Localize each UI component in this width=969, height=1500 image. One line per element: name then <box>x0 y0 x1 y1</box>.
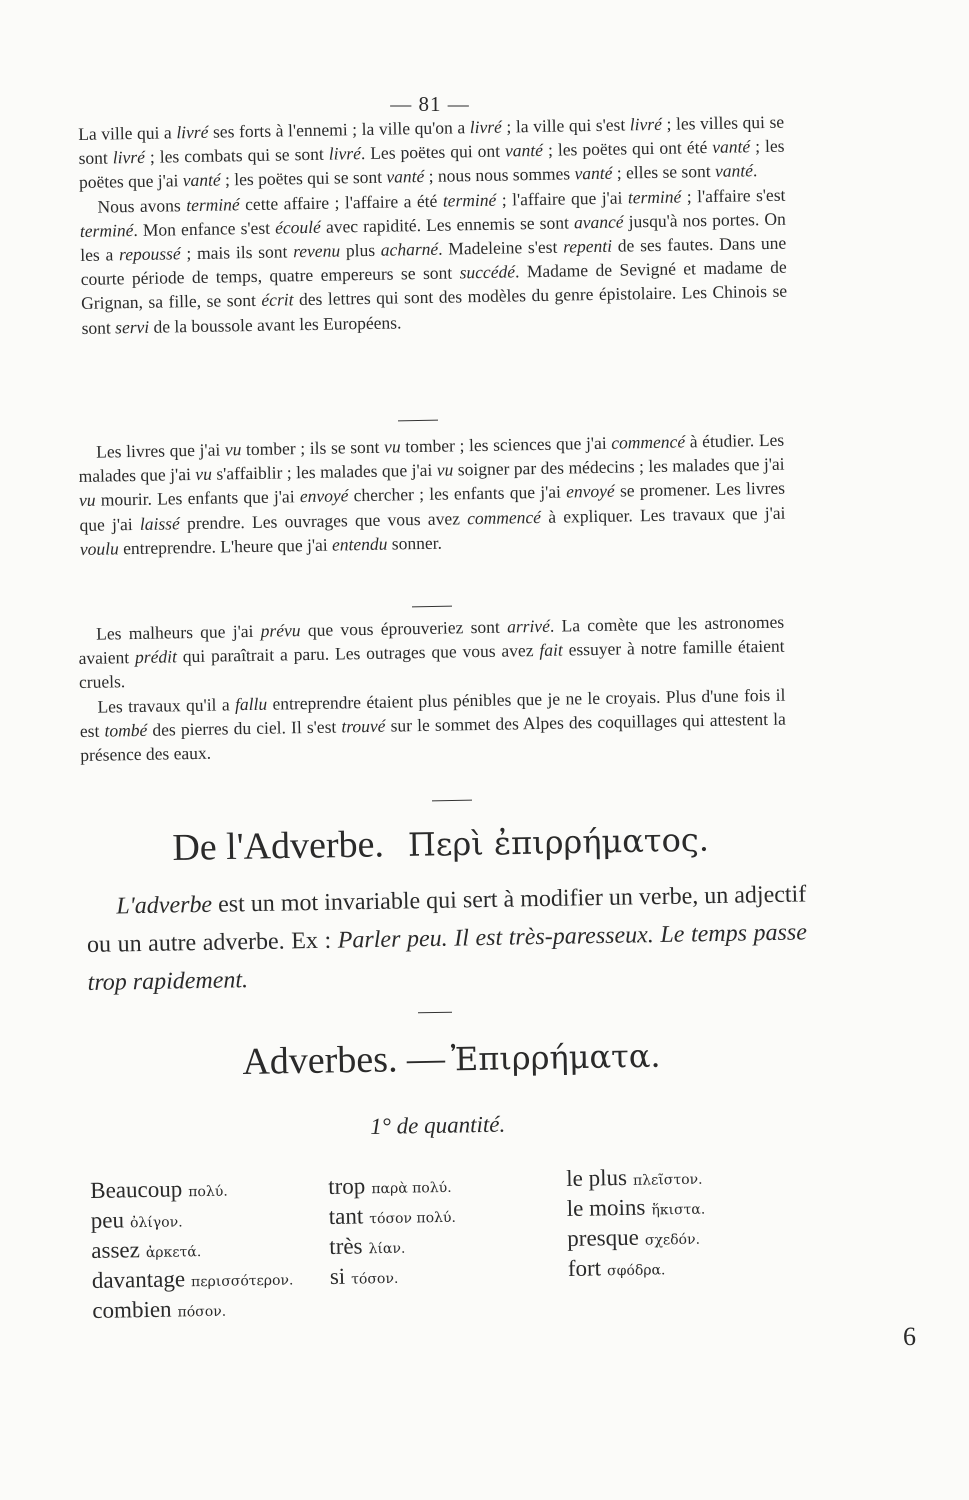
vocab-french: Beaucoup <box>90 1176 183 1203</box>
adverb-definition <box>86 875 808 1002</box>
italic-term: terminé <box>186 193 240 215</box>
vocab-greek: λίαν. <box>368 1240 406 1258</box>
vocab-column-1 <box>90 1172 294 1325</box>
italic-term: repoussé <box>118 243 181 265</box>
vocab-french: tant <box>328 1203 364 1229</box>
section-heading-adverbe <box>172 817 709 870</box>
vocab-entry <box>567 1222 706 1254</box>
vocab-greek: πόσον. <box>177 1303 227 1321</box>
italic-term: livré <box>112 147 146 168</box>
vocab-entry <box>566 1162 705 1194</box>
vocab-entry <box>568 1252 707 1284</box>
italic-term: laissé <box>139 512 180 534</box>
italic-term: vu <box>195 463 213 485</box>
vocab-french: combien <box>92 1296 172 1323</box>
vocab-greek: παρὰ πολύ. <box>371 1179 452 1198</box>
vocab-greek: τόσον πολύ. <box>369 1209 457 1228</box>
italic-term: vanté <box>574 163 613 184</box>
vocab-greek: περισσότερον. <box>190 1272 294 1291</box>
vocab-french: le plus <box>566 1164 628 1191</box>
italic-term: fallu <box>234 693 268 714</box>
vocab-greek: πλεῖστον. <box>632 1171 703 1189</box>
italic-term: vanté <box>504 140 544 161</box>
subheading-quantity <box>370 1112 505 1140</box>
definition-text: L'adverbe est un mot invariable qui sert à modifier un verbe, un adjectif ou un autre adverbe. Ex : Parler peu. Il est très-paresseux. Le temps passe trop rapidement. <box>86 881 808 996</box>
vocab-entry <box>92 1262 294 1296</box>
italic-term: vanté <box>714 160 754 182</box>
italic-term: entendu <box>331 533 388 555</box>
italic-term: terminé <box>79 219 134 241</box>
vocab-entry <box>91 1202 293 1236</box>
signature-mark: 6 <box>903 1322 916 1351</box>
italic-term: arrivé <box>506 615 551 637</box>
italic-term: vu <box>383 436 401 457</box>
italic-term: revenu <box>292 240 341 262</box>
italic-term: trouvé <box>341 715 386 737</box>
vocab-entry <box>329 1200 457 1232</box>
italic-term: prédit <box>134 646 178 668</box>
italic-term: fait <box>539 639 563 661</box>
vocab-french: le moins <box>566 1194 646 1221</box>
vocab-greek: σχεδόν. <box>644 1231 701 1249</box>
vocab-french: assez <box>91 1237 141 1263</box>
italic-term: tombé <box>104 719 148 741</box>
italic-term: vu <box>224 439 242 460</box>
paragraph: Les livres que j'ai vu tomber ; ils se sont vu tomber ; les sciences que j'ai commencé à étudier. Les malades que j'ai vu s'affaiblir ; les malades que j'ai vu soigner par des médecins ; les malades que j'ai vu mourir. Les enfants que j'ai envoyé chercher ; les enfants que j'ai envoyé se promener. Les livres que j'ai laissé prendre. Les ouvrages que vous avez commencé à expliquer. Les travaux que j'ai voulu entreprendre. L'heure que j'ai entendu sonner. <box>78 429 786 559</box>
vocab-entry <box>91 1232 293 1266</box>
paragraph: Les malheurs que j'ai prévu que vous éprouveriez sont arrivé. La comète que les astronomes avaient prédit qui paraîtrait a paru. Les outrages que vous avez fait essuyer à notre famille étaient cruels. <box>78 611 785 693</box>
separator-rule <box>412 606 452 608</box>
vocab-column-2 <box>328 1170 457 1292</box>
italic-term: livré <box>629 113 663 135</box>
italic-term: commencé <box>466 506 542 528</box>
vocab-french: fort <box>567 1255 602 1281</box>
italic-term: prévu <box>260 620 301 641</box>
heading-greek: Περὶ ἐπιρρήματος. <box>407 820 710 864</box>
vocab-greek: πολύ. <box>188 1183 228 1201</box>
italic-term: livré <box>469 116 502 138</box>
vocab-french: presque <box>567 1224 640 1251</box>
italic-term: avancé <box>573 211 624 233</box>
italic-term: livré <box>176 121 209 143</box>
vocab-french: si <box>329 1263 346 1289</box>
vocab-entry <box>92 1292 294 1326</box>
section-heading-adverbes <box>242 1033 661 1084</box>
separator-rule <box>398 420 438 422</box>
italic-term: servi <box>114 316 150 338</box>
vocab-greek: ὀλίγον. <box>129 1214 183 1232</box>
vocab-entry <box>329 1230 457 1262</box>
vocab-greek: ἀρκετά. <box>145 1244 202 1262</box>
vocab-entry <box>330 1260 458 1292</box>
paragraph: La ville qui a livré ses forts à l'ennemi ; la ville qu'on a livré ; la ville qui s'est livré ; les villes qui se sont livré ; les combats qui se sont livré. Les poëtes qui ont vanté ; les poëtes qui ont été vanté ; les poëtes que j'ai vanté ; les poëtes qui se sont vanté ; nous nous sommes vanté ; elles se sont vanté. <box>78 111 785 193</box>
italic-term: commencé <box>611 431 686 453</box>
italic-term: envoyé <box>299 485 349 507</box>
vocab-french: peu <box>90 1207 125 1233</box>
vocab-greek: τόσον. <box>351 1270 399 1288</box>
italic-term: voulu <box>79 538 119 559</box>
italic-term: L'adverbe <box>116 891 213 920</box>
paragraph: Nous avons terminé cette affaire ; l'affaire a été terminé ; l'affaire que j'ai terminé ; l'affaire s'est terminé. Mon enfance s'est écoulé avec rapidité. Les ennemis se sont avancé jusqu'à nos portes. On les a repoussé ; mais ils sont revenu plus acharné. Madeleine s'est repenti de ses fautes. Dans une courte période de temps, quatre empereurs se sont succédé. Madame de Sevigné et madame de Grignan, sa fille, se sont écrit des lettres qui sont des modèles du genre épistolaire. Les Chinois se sont servi de la boussole avant les Européens. <box>79 184 788 338</box>
vocab-entry <box>328 1170 456 1202</box>
separator-rule <box>432 800 472 802</box>
exercise-block-2 <box>78 428 786 561</box>
italic-term: vu <box>78 490 96 511</box>
italic-term: succédé <box>459 261 516 283</box>
exercise-block-1 <box>78 110 788 340</box>
vocab-greek: ἥκιστα. <box>651 1201 706 1219</box>
vocab-column-3 <box>566 1162 707 1284</box>
subheading-text: 1° de quantité. <box>370 1111 506 1139</box>
vocab-entry <box>567 1192 706 1224</box>
italic-term: repenti <box>562 235 613 257</box>
italic-term: envoyé <box>565 481 615 502</box>
italic-term: Parler peu. Il est très-paresseux. Le temps passe trop rapidement. <box>87 919 808 996</box>
italic-term: écoulé <box>274 216 321 238</box>
paragraph: Les travaux qu'il a fallu entreprendre étaient plus pénibles que je ne le croyais. Plus d'une fois il est tombé des pierres du ciel. Il s'est trouvé sur le sommet des Alpes des coquillages qui attestent la présence des eaux. <box>79 684 786 765</box>
vocab-french: trop <box>328 1173 366 1199</box>
italic-term: terminé <box>442 189 497 211</box>
italic-term: livré <box>328 143 362 164</box>
italic-term: vanté <box>386 166 425 188</box>
italic-term: écrit <box>261 289 294 311</box>
separator-rule <box>418 1012 452 1014</box>
vocab-french: très <box>329 1233 363 1259</box>
heading-french: Adverbes. — <box>242 1037 446 1083</box>
italic-term: vanté <box>712 136 751 158</box>
heading-french: De l'Adverbe. <box>172 823 385 869</box>
page-number: — 81 — <box>390 92 470 116</box>
italic-term: acharné <box>380 238 439 260</box>
italic-term: vu <box>436 459 454 480</box>
italic-term: terminé <box>627 186 682 208</box>
italic-term: vanté <box>182 169 221 191</box>
vocab-entry <box>90 1172 292 1206</box>
vocab-french: davantage <box>91 1266 186 1293</box>
exercise-block-3 <box>78 610 786 768</box>
vocab-greek: σφόδρα. <box>606 1262 666 1280</box>
heading-greek: Ἐπιρρήματα. <box>450 1036 661 1079</box>
